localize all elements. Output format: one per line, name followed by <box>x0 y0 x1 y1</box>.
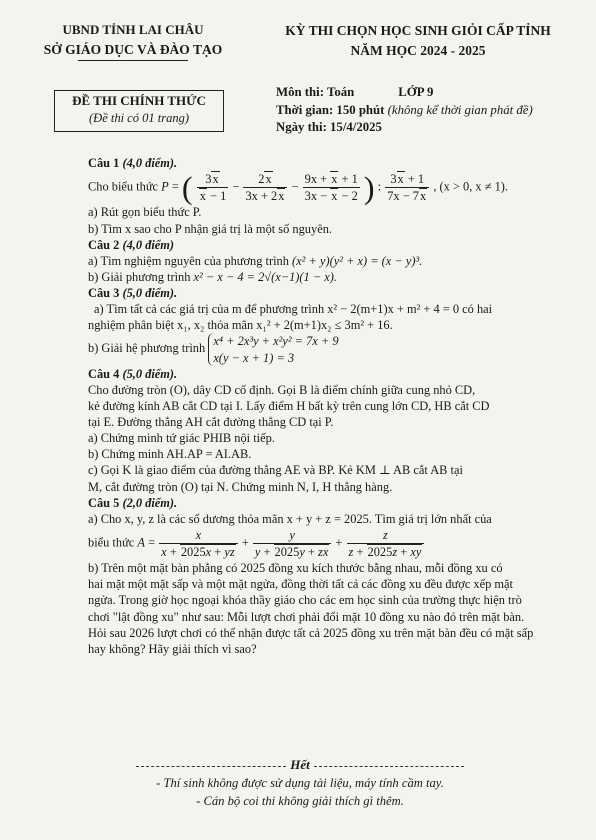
exam-info <box>276 84 586 137</box>
question-1a: a) Rút gọn biểu thức P. <box>88 205 202 220</box>
question-5b-line4: chơi "lật đồng xu" như sau: Mỗi lượt chơi phải đổi mặt 10 đồng xu nào đó trên mặt bàn. <box>88 609 525 624</box>
question-1-expression: Cho biểu thức P = ( $\frac{3x}{x - 1}$ − $\frac{2x}{3x + 2x}$ − $\frac{9x + x + 1}{3x - x - 2}$ ) : $\frac{3x + 1}{7x - 7x}$ , (x > 0, x ≠ 1). <box>88 169 509 206</box>
exam-date: Ngày thi: 15/4/2025 <box>276 120 382 135</box>
subject: Môn thi: Toán <box>276 85 355 99</box>
question-5b-line5: Hỏi sau 2026 lượt chơi có thể nhận được tất cả 2025 đồng xu trên mặt bàn đều có mặt sấp <box>88 625 534 640</box>
official-exam-box <box>54 90 224 132</box>
question-1b: b) Tìm x sao cho P nhận giá trị là một số nguyên. <box>88 221 332 236</box>
question-2a: a) Tìm nghiệm nguyên của phương trình (x² + y)(y² + x) = (x − y)³. <box>88 253 423 268</box>
question-4b: b) Chứng minh AH.AP = AI.AB. <box>88 447 252 462</box>
question-2-heading: Câu 2 (4,0 điểm) <box>88 237 175 252</box>
exam-content <box>88 155 588 657</box>
question-3-heading: Câu 3 (5,0 điểm). <box>88 286 178 300</box>
duration-note: (không kể thời gian phát đề) <box>387 102 533 117</box>
footer-note-2: - Cán bộ coi thi không giải thích gì thêm. <box>196 794 404 808</box>
header-rule <box>78 60 188 61</box>
grade: LỚP 9 <box>398 85 434 99</box>
question-4-line2: kẻ đường kính AB cắt CD tại I. Lấy điểm H bất kỳ trên cung lớn CD, HB cắt CD <box>88 398 490 413</box>
question-5a-line1: a) Cho x, y, z là các số dương thỏa mãn x + y + z = 2025. Tìm giá trị lớn nhất của <box>88 511 492 526</box>
duration: Thời gian: 150 phút <box>276 102 385 117</box>
question-4c-line2: M, cắt đường tròn (O) tại N. Chứng minh N, I, H thẳng hàng. <box>88 479 393 494</box>
question-4-line1: Cho đường tròn (O), dây CD cố định. Gọi B là điểm chính giữa cung nhỏ CD, <box>88 382 476 397</box>
question-4-heading: Câu 4 (5,0 điểm). <box>88 366 178 381</box>
question-1-heading: Câu 1 (4,0 điểm). <box>88 156 178 170</box>
question-3a-line1: a) Tìm tất cả các giá trị của m để phương trình x² − 2(m+1)x + m² + 4 = 0 có hai <box>94 302 493 317</box>
footer-note-1: - Thí sinh không được sử dụng tài liệu, máy tính cầm tay. <box>156 776 444 790</box>
question-4c-line1: c) Gọi K là giao điểm của đường thẳng AE và BP. Kẻ KM ⊥ AB cắt AB tại <box>88 463 463 478</box>
page-count-note: (Đề thi có 01 trang) <box>89 110 189 125</box>
school-year: NĂM HỌC 2024 - 2025 <box>350 42 486 58</box>
question-4a: a) Chứng minh tứ giác PHIB nội tiếp. <box>88 431 275 446</box>
question-5a-expression: biểu thức A = $\frac{x}{x + 2025x + yz}$ + $\frac{y}{y + 2025y + zx}$ + $\frac{z}{z + 2025z + xy}$ <box>88 527 596 560</box>
header-right <box>248 22 588 59</box>
question-3b: b) Giải hệ phương trình x⁴ + 2x³y + x²y² = 7x + 9 x(y − x + 1) = 3 <box>88 334 339 365</box>
official-title: ĐỀ THI CHÍNH THỨC <box>72 93 206 108</box>
equation-system: x⁴ + 2x³y + x²y² = 7x + 9 x(y − x + 1) = 3 <box>208 333 338 365</box>
question-2b: b) Giải phương trình x² − x − 4 = 2√(x−1)(1 − x). <box>88 269 338 284</box>
exam-name: KỲ THI CHỌN HỌC SINH GIỎI CẤP TỈNH <box>285 23 551 38</box>
header-left <box>28 22 238 61</box>
header <box>0 22 596 68</box>
end-marker: Hết <box>60 757 540 774</box>
question-4-line3: tại E. Đường thẳng AH cắt đường thẳng CD tại P. <box>88 415 334 429</box>
question-5b-line2: hai mặt một mặt sấp và một mặt ngửa, đồng thời tất cả các đồng xu đều được xếp mặt <box>88 577 513 592</box>
question-5b-line3: ngửa. Trong giờ học ngoại khóa thầy giáo cho các em học sinh của trường thực hiện trò <box>88 593 522 608</box>
province-name: UBND TỈNH LAI CHÂU <box>62 22 204 37</box>
question-3a-line2: nghiệm phân biệt x₁, x₂ thỏa mãn x₁² + 2(m+1)x₂ ≤ 3m² + 16. <box>88 318 393 333</box>
question-5b-line1: b) Trên một mặt bàn phẳng có 2025 đồng xu kích thước bằng nhau, mỗi đồng xu có <box>88 561 503 576</box>
department-name: SỞ GIÁO DỤC VÀ ĐÀO TẠO <box>43 41 223 57</box>
question-5-heading: Câu 5 (2,0 điểm). <box>88 495 178 510</box>
question-5b-line6: hay không? Hãy giải thích vì sao? <box>88 641 257 656</box>
